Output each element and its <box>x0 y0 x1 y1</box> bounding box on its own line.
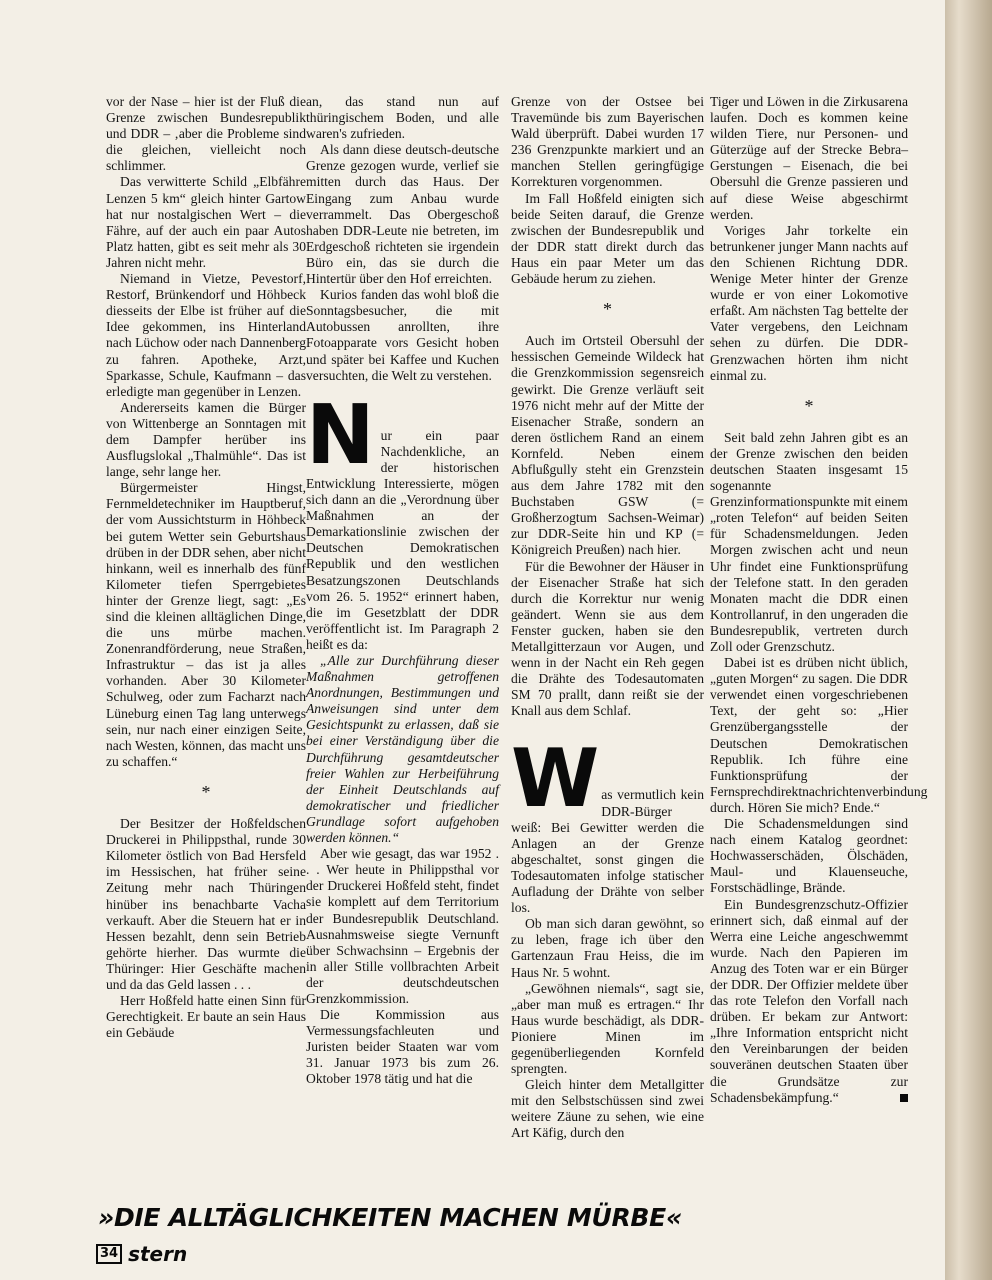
paragraph: Tiger und Löwen in die Zirkusarena laufen. Doch es kommen keine wilden Tiere, nur Personen- und Güterzüge auf der Strecke Bebra–Gerstungen – Eisenach, die bei Obersuhl die Grenze passieren und auf diese Weise abgeschirmt werden. <box>710 94 908 222</box>
paragraph: Aber wie gesagt, das war 1952 . . . Wer heute in Philippsthal vor der Druckerei Hoßfeld steht, findet sie komplett auf dem Territorium der Bundesrepublik Deutschland. Ausnahmsweise siegte Vernunft über Schwachsinn – Ergebnis der in aller Stille vollbrachten Arbeit der deutschdeutschen Grenzkommission. <box>306 846 499 1006</box>
paragraph: Gleich hinter dem Metallgitter mit den Selbstschüssen sind zwei weitere Zäune zu sehen, wie eine Art Käfig, durch den <box>511 1077 704 1141</box>
paragraph: Die Kommission aus Vermessungsfachleuten und Juristen beider Staaten war vom 31. Januar 1973 bis zum 26. Oktober 1978 tätig und hat die <box>306 1007 499 1087</box>
column-4 <box>710 94 928 1106</box>
section-separator: * <box>603 299 612 320</box>
pull-headline: »DIE ALLTÄGLICHKEITEN MACHEN MÜRBE« <box>98 1203 682 1232</box>
quote-paragraph: „Alle zur Durchführung dieser Maßnahmen getroffenen Anordnungen, Bestimmungen und Anweisungen sind unter dem Gesichtspunkt zu erlassen, daß sie bei einer Verständigung über die Durchführung gesamtdeutscher freier Wahlen zur Herbeiführung der Einheit Deutschlands auf demokratischer und friedlicher Grundlage sofort aufgehoben werden können.“ <box>306 653 499 846</box>
paragraph: Voriges Jahr torkelte ein betrunkener junger Mann nachts auf den Schienen Richtung DDR. Wenige Meter hinter der Grenze wurde er von einer Lokomotive erfaßt. Am nächsten Tag bettelte der Vater vergebens, den Leichnam sehen zu dürfen. Die DDR-Grenzwachen hörten ihm nicht einmal zu. <box>710 222 908 383</box>
paragraph: Kurios fanden das wohl bloß die Sonntagsbesucher, die mit Autobussen anrollten, ihre Fotoapparate vors Gesicht hoben und später bei Kaffee und Kuchen versuchten, die Welt zu verstehen. <box>306 287 499 383</box>
paragraph: Grenze von der Ostsee bei Travemünde bis zum Bayerischen Wald überprüft. Dabei wurden 17 236 Grenzpunkte markiert und an manchen Stellen geringfügige Korrekturen vorgenommen. <box>511 94 704 190</box>
column-2 <box>306 94 499 1088</box>
paragraph: vor der Nase – hier ist der Fluß die Grenze zwischen Bundesrepublik und DDR – ‚aber die Probleme sind die gleichen, vielleicht noch schlimmer. <box>106 94 306 174</box>
paragraph: Ob man sich daran gewöhnt, so zu leben, frage ich über den Gartenzaun Frau Heiss, die im Haus Nr. 5 wohnt. <box>511 916 704 980</box>
paragraph: Bürgermeister Hingst, Fernmeldetechniker im Hauptberuf, der vom Aussichtsturm in Höhbeck bei gutem Wetter sein Geburtshaus drüben in der DDR sehen, aber nicht hinkann, weil es innerhalb des fünf Kilometer tiefen Sperrgebietes hinter der Grenze liegt, sagt: „Es sind die kleinen alltäglichen Dinge, die uns mürbe machen. Zonenrandförderung, neue Straßen, Infrastruktur – das ist ja alles vorhanden. Aber 30 Kilometer Schulweg, oder zum Facharzt nach Lüneburg einen Tag lang unterwegs sein, nur nach einer einzigen Seite, nach Westen, können, das macht uns zu schaffen.“ <box>106 480 306 769</box>
paragraph <box>710 897 908 1106</box>
drop-cap-n: N <box>306 387 375 483</box>
column-3 <box>511 94 704 1142</box>
paragraph: an, das stand nun auf thüringischem Boden, und alle waren's zufrieden. <box>306 94 499 142</box>
column-1 <box>106 94 306 1041</box>
paragraph: Für die Bewohner der Häuser in der Eisenacher Straße hat sich durch die Korrektur nur wenig geändert. Wenn sie aus dem Fenster gucken, haben sie den Metallgitterzaun vor Augen, und wenn in der Nacht ein Reh gegen die Drähte des Todesautomaten SM 70 prallt, dann reißt sie der Knall aus dem Schlaf. <box>511 558 704 719</box>
paragraph: ur ein paar Nachdenkliche, an der historischen Entwicklung Interessierte, mögen sich dann an die „Verordnung über Maßnahmen an der Demarkationslinie zwischen der Deutschen Demokratischen Republik und den westlichen Besatzungszonen Deutschlands vom 26. 5. 1952“ erinnert haben, die im Gesetzblatt der DDR veröffentlicht ist. Im Paragraph 2 heißt es da: <box>306 427 499 652</box>
paragraph: Der Besitzer der Hoßfeldschen Druckerei in Philippsthal, runde 30 Kilometer östlich von Bad Hersfeld im Hessischen, hat früher seine Zeitung mehr nach Thüringen hinüber ins benachbarte Vacha verkauft. Aber die Steuern hat er in Hessen bezahlt, denn sein Betrieb gehörte hierher. Das wurmte die Thüringer: Hier Geschäfte machen und da das Geld lassen . . . <box>106 816 306 992</box>
drop-cap-w: W <box>511 732 596 826</box>
page-footer <box>96 1242 187 1266</box>
paragraph: Dabei ist es drüben nicht üblich, „guten Morgen“ zu sagen. Die DDR verwendet einen vorgeschriebenen Text, der geht so: „Hier Grenzübergangsstelle der Deutschen Demokratischen Republik. Ich führe eine Funktionsprüfung der Fernsprechdirektnachrichtenverbindung durch. Hören Sie mich? Ende.“ <box>710 655 928 815</box>
paragraph: Als dann diese deutsch-deutsche Grenze gezogen wurde, verlief sie mitten durch das Haus. Der Eingang zum Anbau wurde verrammelt. Das Obergeschoß haben DDR-Leute nie betreten, im Erdgeschoß richteten sie irgendein Büro ein, das sie durch die Hintertür über den Hof erreichten. <box>306 142 499 287</box>
paragraph: Herr Hoßfeld hatte einen Sinn für Gerechtigkeit. Er baute an sein Haus ein Gebäude <box>106 993 306 1041</box>
section-separator: * <box>201 781 211 802</box>
paragraph: Andererseits kamen die Bürger von Wittenberge an Sonntagen mit dem Dampfer herüber ins Ausflugslokal „Thalmühle“. Das ist lange, sehr lange her. <box>106 399 306 480</box>
paragraph: Das verwitterte Schild „Elbfähre Lenzen 5 km“ gleich hinter Gartow hat nur nostalgischen Wert – die Fähre, auf der auch ein paar Autos Platz hatten, gibt es seit mehr als 30 Jahren nicht mehr. <box>106 174 306 270</box>
end-of-article-mark <box>900 1094 908 1102</box>
page-number: 34 <box>96 1244 122 1264</box>
page-edge <box>945 0 992 1280</box>
paragraph: Die Schadensmeldungen sind nach einem Katalog geordnet: Hochwasserschäden, Ölschäden, Maul- und Klauenseuche, Forstschädlinge, Brände. <box>710 816 908 896</box>
paragraph: Niemand in Vietze, Pevestorf, Restorf, Brünkendorf und Höhbeck diesseits der Elbe ist früher auf die Idee gekommen, ins Hinterland nach Lüchow oder nach Dannenberg zu fahren. Apotheke, Arzt, Sparkasse, Schule, Kaufmann – das erledigte man gegenüber in Lenzen. <box>106 271 306 399</box>
magazine-logo: stern <box>128 1242 188 1266</box>
paragraph: as vermutlich kein DDR-Bürger weiß: Bei Gewitter werden die Anlagen an der Grenze abgeschaltet, sonst gingen die Todesautomaten infolge statischer Aufladung der Drähte von selber los. <box>511 787 704 916</box>
paragraph: „Gewöhnen niemals“, sagt sie, „aber man muß es ertragen.“ Ihr Haus wurde beschädigt, als DDR-Pioniere Minen im gegenüberliegenden Kornfeld sprengten. <box>511 980 704 1077</box>
paragraph: Seit bald zehn Jahren gibt es an der Grenze zwischen den beiden deutschen Staaten insgesamt 15 sogenannte Grenzinformationspunkte mit einem „roten Telefon“ auf beiden Seiten für Schadensmeldungen. Jeden Morgen zwischen acht und neun Uhr findet eine Funktionsprüfung der Telefone statt. In den geraden Monaten macht die DDR einen Kontrollanruf, in den ungeraden die Bundesrepublik, vertreten durch Zoll oder Grenzschutz. <box>710 429 908 654</box>
paragraph: Auch im Ortsteil Obersuhl der hessischen Gemeinde Wildeck hat die Grenzkommission segensreich gewirkt. Die Grenze verläuft seit 1976 nicht mehr auf der Mitte der Eisenacher Straße, sondern an deren östlichem Rand an einem Kornfeld. Neben einem Abflußgully steht ein Grenzstein aus dem Jahre 1782 mit den Buchstaben GSW (= Großherzogtum Sachsen-Weimar) zur DDR-Seite hin und KP (= Königreich Preußen) nach hier. <box>511 333 704 558</box>
paragraph-text: Ein Bundesgrenzschutz-Offizier erinnert sich, daß einmal auf der Werra eine Leiche angeschwemmt wurde. Nach den Papieren im Anzug des Toten war er ein Bürger der DDR. Der Offizier meldete über das rote Telefon den Vorfall nach drüben. Er bekam zur Antwort: „Ihre Information entspricht nicht den Vereinbarungen der beiden souveränen deutschen Staaten über die Grundsätze zur Schadensbekämpfung.“ <box>710 896 908 1105</box>
section-separator: * <box>804 395 814 416</box>
paragraph: Im Fall Hoßfeld einigten sich beide Seiten darauf, die Grenze zwischen der Bundesrepublik und der DDR statt direkt durch das Haus ein paar Meter um das Gebäude herum zu ziehen. <box>511 190 704 287</box>
